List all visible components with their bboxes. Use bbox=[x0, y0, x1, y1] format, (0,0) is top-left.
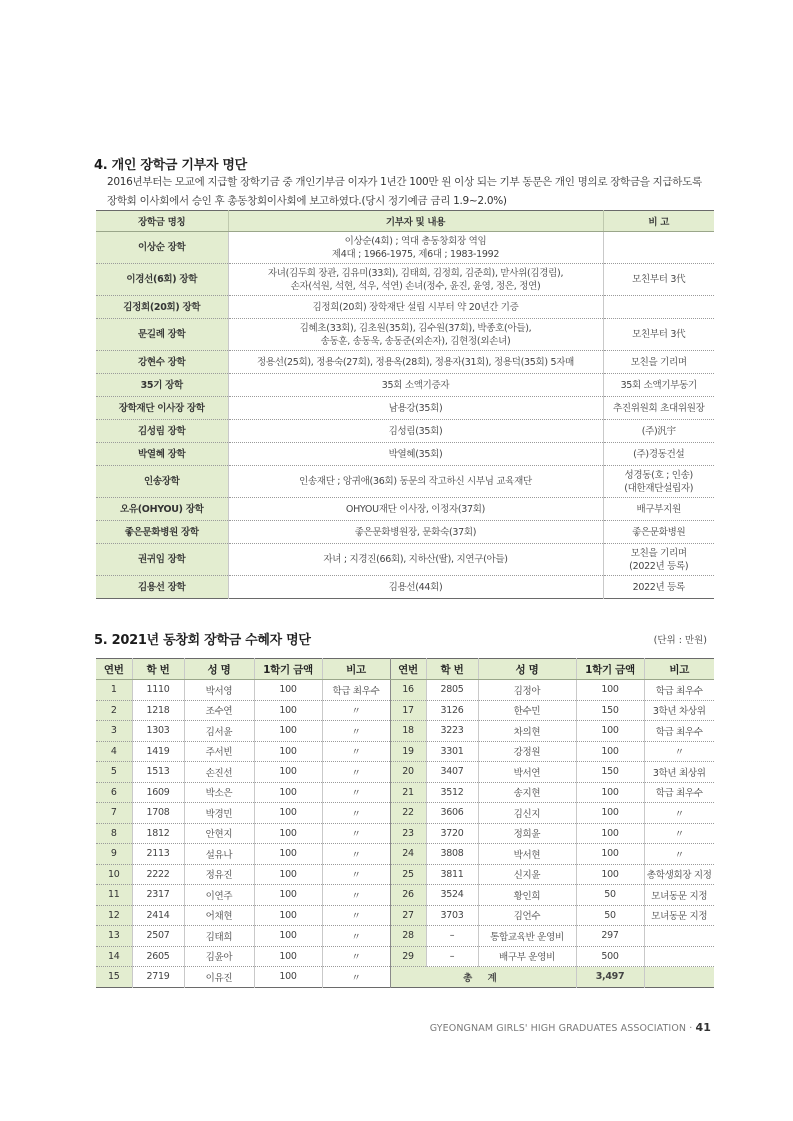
donor-row bbox=[96, 319, 714, 351]
donor-content bbox=[228, 296, 603, 319]
student-id: 3703 bbox=[426, 905, 478, 926]
scholarship-name: 35기 장학 bbox=[96, 374, 228, 397]
recipient-header-7: 성 명 bbox=[478, 659, 576, 680]
student-name: 김태희 bbox=[184, 926, 254, 947]
student-id: 2507 bbox=[132, 926, 184, 947]
recipient-row bbox=[96, 782, 714, 803]
amount: 100 bbox=[576, 680, 644, 701]
student-id: 2317 bbox=[132, 885, 184, 906]
donor-content-line: 김성림(35회) bbox=[388, 425, 443, 437]
remark: 〃 bbox=[322, 782, 390, 803]
donor-content-line: 남용강(35회) bbox=[388, 402, 443, 414]
row-number: 28 bbox=[390, 926, 426, 947]
donor-content-line: 제4대 ; 1966-1975, 제6대 ; 1983-1992 bbox=[331, 248, 500, 260]
student-id: 1419 bbox=[132, 741, 184, 762]
remark: 학급 최우수 bbox=[644, 782, 714, 803]
student-name: 차의현 bbox=[478, 721, 576, 742]
donor-content-line: 35회 소액기증자 bbox=[381, 379, 450, 391]
recipient-header-6: 학 번 bbox=[426, 659, 478, 680]
donor-note bbox=[603, 544, 714, 576]
donor-content-line: 박열혜(35회) bbox=[388, 448, 443, 460]
donor-note-line: 2022년 등록 bbox=[632, 581, 685, 593]
amount: 100 bbox=[254, 946, 322, 967]
amount: 100 bbox=[254, 905, 322, 926]
recipient-row bbox=[96, 762, 714, 783]
remark: 3학년 최상위 bbox=[644, 762, 714, 783]
donor-row bbox=[96, 264, 714, 296]
amount: 100 bbox=[254, 926, 322, 947]
donor-row bbox=[96, 521, 714, 544]
donor-note bbox=[603, 264, 714, 296]
row-number: 22 bbox=[390, 803, 426, 824]
donor-row bbox=[96, 498, 714, 521]
donor-note-line: (주)汎宇 bbox=[641, 425, 676, 437]
donor-content-line: 김정희(20회) 장학재단 설립 시부터 약 20년간 기증 bbox=[312, 301, 519, 313]
amount: 100 bbox=[254, 803, 322, 824]
student-id: 3301 bbox=[426, 741, 478, 762]
intro-line-2: 장학회 이사회에서 승인 후 총동창회이사회에 보고하였다.(당시 정기예금 금리 1.9~2.0%) bbox=[107, 195, 507, 207]
student-name: 김서윤 bbox=[184, 721, 254, 742]
student-name: 박서현 bbox=[478, 844, 576, 865]
remark: 3학년 차상위 bbox=[644, 700, 714, 721]
amount: 500 bbox=[576, 946, 644, 967]
recipient-row bbox=[96, 885, 714, 906]
student-id: 3223 bbox=[426, 721, 478, 742]
scholarship-name: 박열혜 장학 bbox=[96, 443, 228, 466]
donor-row bbox=[96, 397, 714, 420]
amount: 100 bbox=[254, 700, 322, 721]
student-id: 3808 bbox=[426, 844, 478, 865]
donor-content bbox=[228, 319, 603, 351]
remark: 〃 bbox=[322, 905, 390, 926]
donor-content-line: 김혜초(33회), 김초원(35회), 김수원(37회), 박종호(아들), bbox=[299, 322, 532, 334]
student-id: 3811 bbox=[426, 864, 478, 885]
recipient-header-8: 1학기 금액 bbox=[576, 659, 644, 680]
student-name: 박서영 bbox=[184, 680, 254, 701]
donor-row bbox=[96, 544, 714, 576]
donor-content bbox=[228, 264, 603, 296]
remark bbox=[644, 926, 714, 947]
donor-header-1: 기부자 및 내용 bbox=[228, 211, 603, 232]
amount: 100 bbox=[254, 885, 322, 906]
donor-row bbox=[96, 296, 714, 319]
donor-content bbox=[228, 576, 603, 599]
remark: 〃 bbox=[322, 700, 390, 721]
recipient-header-2: 성 명 bbox=[184, 659, 254, 680]
row-number: 16 bbox=[390, 680, 426, 701]
amount: 100 bbox=[576, 782, 644, 803]
scholarship-name: 김정희(20회) 장학 bbox=[96, 296, 228, 319]
recipient-row bbox=[96, 823, 714, 844]
row-number: 2 bbox=[96, 700, 132, 721]
recipient-header-5: 연번 bbox=[390, 659, 426, 680]
recipient-header-3: 1학기 금액 bbox=[254, 659, 322, 680]
student-id: 1303 bbox=[132, 721, 184, 742]
recipient-row bbox=[96, 946, 714, 967]
scholarship-name: 김성림 장학 bbox=[96, 420, 228, 443]
scholarship-name: 오유(OHYOU) 장학 bbox=[96, 498, 228, 521]
donor-content-line: 인송재단 ; 앙귀애(36회) 동문의 작고하신 시부님 교육재단 bbox=[299, 476, 532, 487]
remark: 학급 최우수 bbox=[644, 721, 714, 742]
donor-note bbox=[603, 420, 714, 443]
student-name: 정희윤 bbox=[478, 823, 576, 844]
donor-note bbox=[603, 521, 714, 544]
total-label: 총 계 bbox=[390, 967, 576, 988]
donor-row bbox=[96, 351, 714, 374]
remark: 학급 최우수 bbox=[322, 680, 390, 701]
donor-note bbox=[603, 466, 714, 498]
donor-content-line: 김용선(44회) bbox=[388, 581, 443, 593]
student-name: 박소은 bbox=[184, 782, 254, 803]
donor-content bbox=[228, 397, 603, 420]
student-id: – bbox=[426, 926, 478, 947]
recipient-header-1: 학 번 bbox=[132, 659, 184, 680]
recipient-row bbox=[96, 926, 714, 947]
donor-note-line: (2022년 등록) bbox=[629, 560, 689, 572]
student-id: 3720 bbox=[426, 823, 478, 844]
scholarship-name: 이경선(6회) 장학 bbox=[96, 264, 228, 296]
page-number: 41 bbox=[695, 1021, 711, 1034]
scholarship-name: 문길례 장학 bbox=[96, 319, 228, 351]
row-number: 12 bbox=[96, 905, 132, 926]
amount: 100 bbox=[254, 741, 322, 762]
recipient-row bbox=[96, 700, 714, 721]
student-id: 3524 bbox=[426, 885, 478, 906]
donor-content-line: 자녀(김두희 장관, 김유미(33회), 김태희, 김정희, 김준희), 맏사위(김경림), bbox=[267, 267, 564, 279]
student-name: 김신지 bbox=[478, 803, 576, 824]
row-number: 4 bbox=[96, 741, 132, 762]
amount: 100 bbox=[576, 864, 644, 885]
donor-note-line: 추진위원회 초대위원장 bbox=[613, 402, 705, 414]
donor-note-line: (주)경동건설 bbox=[633, 448, 685, 460]
recipient-row bbox=[96, 741, 714, 762]
student-name: 김윤아 bbox=[184, 946, 254, 967]
remark: 〃 bbox=[322, 967, 390, 988]
remark: 〃 bbox=[322, 741, 390, 762]
remark: 〃 bbox=[322, 721, 390, 742]
student-name: 어채현 bbox=[184, 905, 254, 926]
amount: 100 bbox=[254, 864, 322, 885]
remark: 〃 bbox=[322, 885, 390, 906]
recipient-header-0: 연번 bbox=[96, 659, 132, 680]
student-name: 통합교육반 운영비 bbox=[478, 926, 576, 947]
amount: 100 bbox=[254, 680, 322, 701]
student-name: 이연주 bbox=[184, 885, 254, 906]
remark: 모녀동문 지정 bbox=[644, 885, 714, 906]
section4-intro bbox=[107, 173, 717, 211]
row-number: 1 bbox=[96, 680, 132, 701]
remark: 모녀동문 지정 bbox=[644, 905, 714, 926]
amount: 150 bbox=[576, 762, 644, 783]
recipient-table bbox=[96, 658, 714, 988]
row-number: 18 bbox=[390, 721, 426, 742]
donor-header-2: 비 고 bbox=[603, 211, 714, 232]
scholarship-name: 김용선 장학 bbox=[96, 576, 228, 599]
student-id: 1812 bbox=[132, 823, 184, 844]
donor-row bbox=[96, 443, 714, 466]
donor-note bbox=[603, 576, 714, 599]
student-id: 1513 bbox=[132, 762, 184, 783]
student-id: 1110 bbox=[132, 680, 184, 701]
unit-label: (단위 : 만원) bbox=[653, 635, 707, 646]
amount: 100 bbox=[576, 803, 644, 824]
donor-row bbox=[96, 374, 714, 397]
student-name: 조수연 bbox=[184, 700, 254, 721]
student-id: 2605 bbox=[132, 946, 184, 967]
scholarship-name: 권귀임 장학 bbox=[96, 544, 228, 576]
donor-note bbox=[603, 397, 714, 420]
amount: 100 bbox=[254, 721, 322, 742]
donor-note-line: 모친을 기리며 bbox=[630, 356, 687, 368]
total-remark bbox=[644, 967, 714, 988]
amount: 50 bbox=[576, 905, 644, 926]
remark: 학급 최우수 bbox=[644, 680, 714, 701]
donor-note bbox=[603, 319, 714, 351]
intro-line-1: 2016년부터는 모교에 지급할 장학기금 중 개인기부금 이자가 1년간 100만 원 이상 되는 기부 동문은 개인 명의로 장학금을 지급하도록 bbox=[107, 176, 702, 188]
row-number: 6 bbox=[96, 782, 132, 803]
amount: 100 bbox=[576, 823, 644, 844]
remark: 〃 bbox=[322, 946, 390, 967]
donor-content bbox=[228, 544, 603, 576]
donor-content-line: 자녀 ; 지경진(66회), 지하산(딸), 지연구(아들) bbox=[323, 554, 508, 565]
student-name: 박서연 bbox=[478, 762, 576, 783]
row-number: 24 bbox=[390, 844, 426, 865]
row-number: 20 bbox=[390, 762, 426, 783]
donor-content-line: OHYOU재단 이사장, 이정자(37회) bbox=[345, 503, 486, 515]
recipient-row bbox=[96, 864, 714, 885]
scholarship-name: 이상순 장학 bbox=[96, 232, 228, 264]
recipient-row bbox=[96, 967, 714, 988]
student-name: 정유진 bbox=[184, 864, 254, 885]
row-number: 8 bbox=[96, 823, 132, 844]
student-id: 3512 bbox=[426, 782, 478, 803]
row-number: 17 bbox=[390, 700, 426, 721]
donor-content bbox=[228, 443, 603, 466]
remark: 〃 bbox=[322, 844, 390, 865]
scholarship-name: 장학재단 이사장 장학 bbox=[96, 397, 228, 420]
student-name: 강정원 bbox=[478, 741, 576, 762]
student-id: 2113 bbox=[132, 844, 184, 865]
donor-note-line: 모친부터 3代 bbox=[632, 274, 686, 285]
remark: 〃 bbox=[322, 823, 390, 844]
donor-content bbox=[228, 420, 603, 443]
student-name: 황인희 bbox=[478, 885, 576, 906]
recipient-row bbox=[96, 905, 714, 926]
row-number: 25 bbox=[390, 864, 426, 885]
row-number: 9 bbox=[96, 844, 132, 865]
remark: 〃 bbox=[644, 741, 714, 762]
row-number: 10 bbox=[96, 864, 132, 885]
student-id: 2222 bbox=[132, 864, 184, 885]
recipient-header-4: 비고 bbox=[322, 659, 390, 680]
donor-content bbox=[228, 521, 603, 544]
donor-note bbox=[603, 498, 714, 521]
student-name: 설유나 bbox=[184, 844, 254, 865]
recipient-row bbox=[96, 844, 714, 865]
donor-content-line: 손자(석원, 석현, 석우, 석연) 손녀(정수, 윤진, 윤영, 정은, 정연) bbox=[290, 280, 541, 292]
donor-row bbox=[96, 576, 714, 599]
donor-content-line: 좋은문화병원장, 문화숙(37회) bbox=[354, 526, 477, 538]
student-id: 2805 bbox=[426, 680, 478, 701]
donor-note-line: 35회 소액기부동기 bbox=[620, 379, 697, 391]
section5-title: 5. 2021년 동창회 장학금 수혜자 명단 bbox=[94, 633, 311, 648]
recipient-header-9: 비고 bbox=[644, 659, 714, 680]
row-number: 11 bbox=[96, 885, 132, 906]
donor-content bbox=[228, 498, 603, 521]
donor-content bbox=[228, 374, 603, 397]
student-id: 3126 bbox=[426, 700, 478, 721]
student-id: 3606 bbox=[426, 803, 478, 824]
remark: 〃 bbox=[644, 844, 714, 865]
page-footer bbox=[430, 1021, 711, 1034]
scholarship-name: 강현수 장학 bbox=[96, 351, 228, 374]
remark: 〃 bbox=[322, 864, 390, 885]
donor-content-line: 송동훈, 송동욱, 송동준(외손자), 김현정(외손녀) bbox=[320, 335, 511, 347]
row-number: 29 bbox=[390, 946, 426, 967]
row-number: 19 bbox=[390, 741, 426, 762]
remark bbox=[644, 946, 714, 967]
donor-note bbox=[603, 443, 714, 466]
amount: 100 bbox=[254, 967, 322, 988]
row-number: 13 bbox=[96, 926, 132, 947]
amount: 100 bbox=[254, 762, 322, 783]
donor-note bbox=[603, 296, 714, 319]
donor-row bbox=[96, 232, 714, 264]
student-id: 1609 bbox=[132, 782, 184, 803]
donor-content bbox=[228, 232, 603, 264]
amount: 100 bbox=[254, 782, 322, 803]
row-number: 26 bbox=[390, 885, 426, 906]
remark: 〃 bbox=[644, 803, 714, 824]
row-number: 21 bbox=[390, 782, 426, 803]
donor-header-0: 장학금 명칭 bbox=[96, 211, 228, 232]
section4-title: 4. 개인 장학금 기부자 명단 bbox=[94, 158, 247, 173]
student-id: 1218 bbox=[132, 700, 184, 721]
donor-content-line: 이상순(4회) ; 역대 총동창회장 역임 bbox=[344, 235, 487, 247]
amount: 100 bbox=[576, 741, 644, 762]
student-name: 김언수 bbox=[478, 905, 576, 926]
row-number: 7 bbox=[96, 803, 132, 824]
donor-content bbox=[228, 466, 603, 498]
donor-note bbox=[603, 351, 714, 374]
donor-note-line: 모친을 기리며 bbox=[630, 547, 687, 559]
student-id: – bbox=[426, 946, 478, 967]
scholarship-name: 인송장학 bbox=[96, 466, 228, 498]
row-number: 5 bbox=[96, 762, 132, 783]
recipient-row bbox=[96, 721, 714, 742]
row-number: 15 bbox=[96, 967, 132, 988]
row-number: 3 bbox=[96, 721, 132, 742]
amount: 297 bbox=[576, 926, 644, 947]
donor-note-line: (대한재단설립자) bbox=[624, 482, 694, 494]
total-value: 3,497 bbox=[576, 967, 644, 988]
amount: 50 bbox=[576, 885, 644, 906]
row-number: 23 bbox=[390, 823, 426, 844]
student-name: 주서빈 bbox=[184, 741, 254, 762]
amount: 100 bbox=[576, 844, 644, 865]
student-name: 김정아 bbox=[478, 680, 576, 701]
donor-note bbox=[603, 374, 714, 397]
donor-note-line: 배구부지원 bbox=[636, 503, 681, 515]
remark: 〃 bbox=[644, 823, 714, 844]
donor-content bbox=[228, 351, 603, 374]
student-name: 한수민 bbox=[478, 700, 576, 721]
student-id: 2719 bbox=[132, 967, 184, 988]
donor-note-line: 성경동(호 ; 인송) bbox=[624, 469, 693, 481]
remark: 〃 bbox=[322, 762, 390, 783]
remark: 〃 bbox=[322, 803, 390, 824]
amount: 100 bbox=[254, 823, 322, 844]
scholarship-name: 좋은문화병원 장학 bbox=[96, 521, 228, 544]
student-name: 배구부 운영비 bbox=[478, 946, 576, 967]
donor-content-line: 정용선(25회), 정용숙(27회), 정용옥(28회), 정용자(31회), 정용덕(35회) 5자매 bbox=[256, 356, 575, 368]
recipient-row bbox=[96, 803, 714, 824]
donor-row bbox=[96, 420, 714, 443]
student-name: 이유진 bbox=[184, 967, 254, 988]
student-name: 손진선 bbox=[184, 762, 254, 783]
donor-note-line: 모친부터 3代 bbox=[632, 329, 686, 340]
row-number: 14 bbox=[96, 946, 132, 967]
recipient-row bbox=[96, 680, 714, 701]
student-id: 3407 bbox=[426, 762, 478, 783]
amount: 100 bbox=[254, 844, 322, 865]
amount: 150 bbox=[576, 700, 644, 721]
student-id: 1708 bbox=[132, 803, 184, 824]
student-name: 신지윤 bbox=[478, 864, 576, 885]
remark: 총학생회장 지정 bbox=[644, 864, 714, 885]
footer-text: GYEONGNAM GIRLS' HIGH GRADUATES ASSOCIATION · bbox=[429, 1023, 696, 1034]
student-name: 박경민 bbox=[184, 803, 254, 824]
donor-note bbox=[603, 232, 714, 264]
student-name: 송지현 bbox=[478, 782, 576, 803]
donor-table bbox=[96, 210, 714, 599]
amount: 100 bbox=[576, 721, 644, 742]
student-name: 안현지 bbox=[184, 823, 254, 844]
donor-note-line: 좋은문화병원 bbox=[632, 526, 686, 538]
remark: 〃 bbox=[322, 926, 390, 947]
donor-row bbox=[96, 466, 714, 498]
student-id: 2414 bbox=[132, 905, 184, 926]
row-number: 27 bbox=[390, 905, 426, 926]
